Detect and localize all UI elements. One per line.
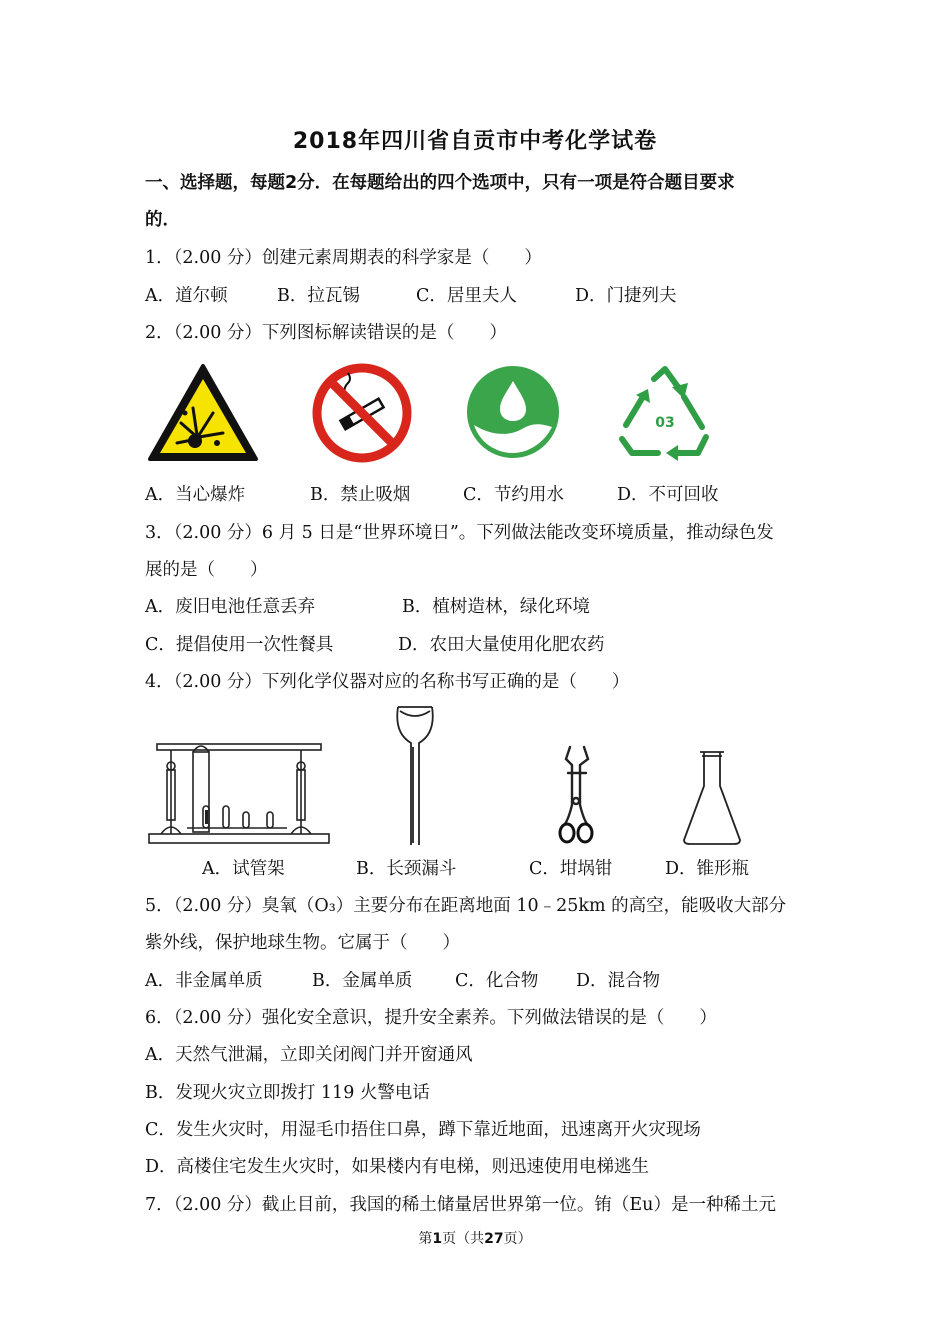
q5-option-c: C．化合物 <box>455 971 539 991</box>
q6-option-a: A．天然气泄漏，立即关闭阀门并开窗通风 <box>145 1045 473 1065</box>
q4-option-d: D．锥形瓶 <box>665 859 750 879</box>
crucible-tongs-icon <box>556 745 596 847</box>
question-4-stem: 4．（2.00 分）下列化学仪器对应的名称书写正确的是（ ） <box>145 672 630 692</box>
footer-middle: 页（共 <box>442 1231 485 1247</box>
q4-option-b: B．长颈漏斗 <box>356 859 457 879</box>
question-1-stem: 1．（2.00 分）创建元素周期表的科学家是（ ） <box>145 248 542 268</box>
water-saving-icon <box>464 363 562 461</box>
no-smoking-icon <box>312 363 412 463</box>
q1-option-a: A．道尔顿 <box>145 286 228 306</box>
question-3-stem-line2: 展的是（ ） <box>145 560 268 580</box>
footer-total-pages: 27 <box>484 1231 504 1247</box>
question-7-stem: 7．（2.00 分）截止目前，我国的稀土储量居世界第一位。铕（Eu）是一种稀土元 <box>145 1195 776 1215</box>
q3-option-b: B．植树造林，绿化环境 <box>402 597 590 617</box>
q3-option-a: A．废旧电池任意丢弃 <box>145 597 316 617</box>
q2-option-d: D．不可回收 <box>617 485 719 505</box>
conical-flask-icon <box>680 748 744 848</box>
q3-option-d: D．农田大量使用化肥农药 <box>398 635 605 655</box>
q4-option-a: A．试管架 <box>202 859 285 879</box>
footer-prefix: 第 <box>418 1231 433 1247</box>
q2-option-c: C．节约用水 <box>463 485 564 505</box>
q2-option-a: A．当心爆炸 <box>145 485 246 505</box>
q2-option-b: B．禁止吸烟 <box>310 485 411 505</box>
q6-option-c: C．发生火灾时，用湿毛巾捂住口鼻，蹲下靠近地面，迅速离开火灾现场 <box>145 1120 701 1140</box>
q6-option-d: D．高楼住宅发生火灾时，如果楼内有电梯，则迅速使用电梯逃生 <box>145 1157 650 1177</box>
q5-option-b: B．金属单质 <box>312 971 413 991</box>
q5-option-d: D．混合物 <box>576 971 661 991</box>
recycle-code-label: 03 <box>655 415 675 431</box>
question-6-stem: 6．（2.00 分）强化安全意识，提升安全素养。下列做法错误的是（ ） <box>145 1008 717 1028</box>
footer-suffix: 页） <box>503 1231 532 1247</box>
q1-option-b: B．拉瓦锡 <box>277 286 360 306</box>
section-heading-line1: 一、选择题，每题2分．在每题给出的四个选项中，只有一项是符合题目要求 <box>145 173 735 193</box>
question-2-stem: 2．（2.00 分）下列图标解读错误的是（ ） <box>145 323 507 343</box>
page-title: 2018年四川省自贡市中考化学试卷 <box>292 129 658 154</box>
q6-option-b: B．发现火灾立即拨打 119 火警电话 <box>145 1083 430 1103</box>
recycle-icon <box>614 365 716 463</box>
q3-option-c: C．提倡使用一次性餐具 <box>145 635 334 655</box>
q1-option-c: C．居里夫人 <box>416 286 517 306</box>
footer-page-number: 1 <box>432 1231 443 1247</box>
page-footer <box>0 1228 950 1248</box>
q4-option-c: C．坩埚钳 <box>529 859 613 879</box>
test-tube-rack-icon <box>147 740 331 846</box>
funnel-icon <box>392 703 438 849</box>
question-5-stem-line2: 紫外线，保护地球生物。它属于（ ） <box>145 933 460 953</box>
explosion-warning-icon <box>147 363 259 463</box>
q1-option-d: D．门捷列夫 <box>575 286 677 306</box>
q5-option-a: A．非金属单质 <box>145 971 263 991</box>
question-3-stem-line1: 3．（2.00 分）6 月 5 日是“世界环境日”。下列做法能改变环境质量，推动绿色发 <box>145 523 774 543</box>
section-heading-line2: 的． <box>145 210 180 230</box>
question-5-stem-line1: 5．（2.00 分）臭氧（O₃）主要分布在距离地面 10﹣25km 的高空，能吸收大部分 <box>145 896 787 916</box>
